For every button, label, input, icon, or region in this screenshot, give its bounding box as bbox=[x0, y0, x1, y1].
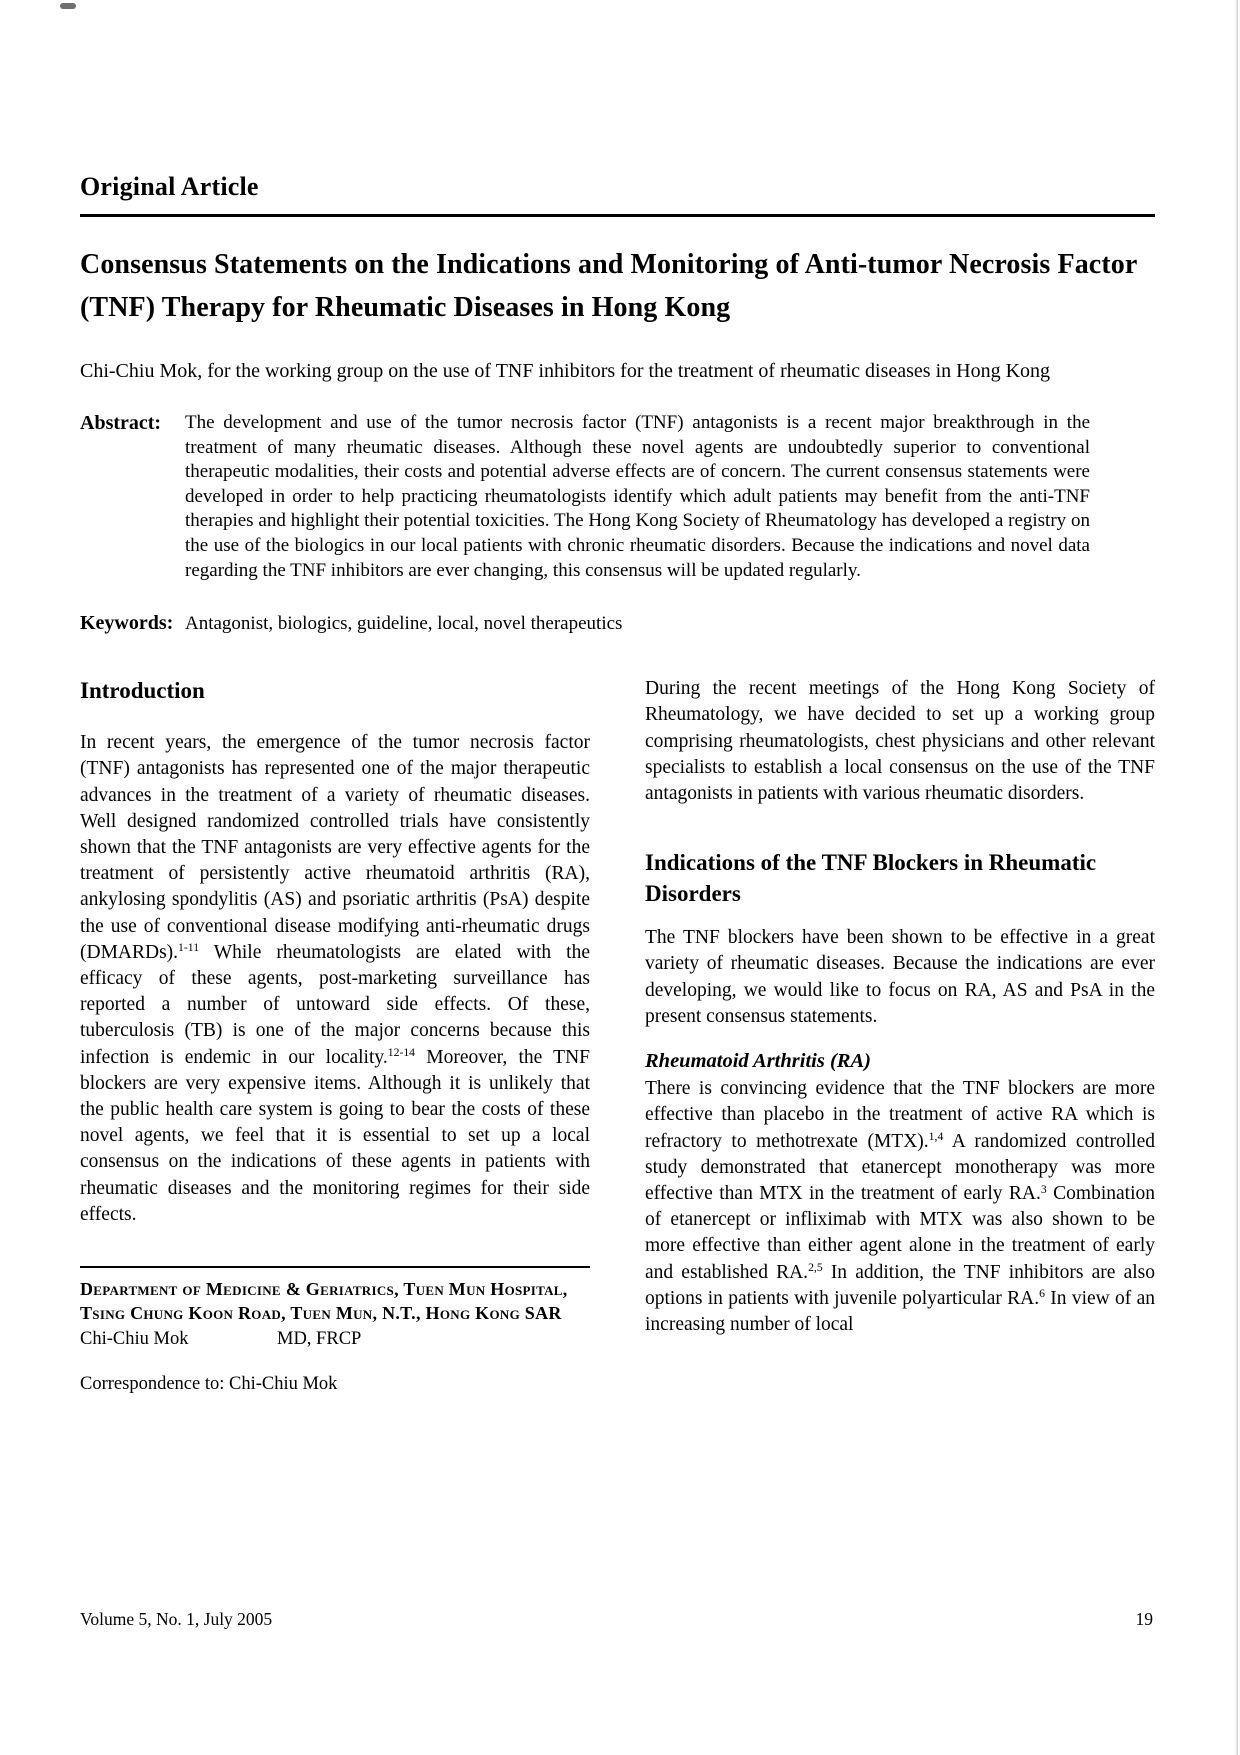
header-rule bbox=[80, 214, 1155, 217]
affiliation-author-name: Chi-Chiu Mok bbox=[80, 1329, 189, 1350]
affiliation-address: Department of Medicine & Geriatrics, Tuen Mun Hospital, Tsing Chung Koon Road, Tuen Mun, N.T., Hong Kong SAR bbox=[80, 1279, 568, 1323]
reference-superscript: 12-14 bbox=[387, 1046, 416, 1060]
paragraph-text: In recent years, the emergence of the tumor necrosis factor (TNF) antagonists has represented one of the major therapeutic advances in the treatment of a variety of rheumatic diseases. Well designed randomized controlled trials have consistently shown that the TNF antagonists are very effective agents for the treatment of persistently active rheumatoid arthritis (RA), ankylosing spondylitis (AS) and psoriatic arthritis (PsA) despite the use of conventional disease modifying anti-rheumatic drugs (DMARDs). bbox=[80, 732, 590, 963]
ra-paragraph bbox=[645, 1076, 1155, 1338]
paragraph-text: A randomized controlled study demonstrated that etanercept monotherapy was more effective than MTX in the treatment of early RA. bbox=[645, 1130, 1155, 1204]
abstract-text: The development and use of the tumor necrosis factor (TNF) antagonists is a recent major breakthrough in the treatment of many rheumatic diseases. Although these novel agents are undoubtedly superior to conventional therapeutic modalities, their costs and potential adverse effects are of concern. The current consensus statements were developed in order to help practicing rheumatologists identify which adult patients may benefit from the anti-TNF therapies and highlight their potential toxicities. The Hong Kong Society of Rheumatology has developed a registry on the use of the biologics in our local patients with chronic rheumatic disorders. Because the indications and novel data regarding the TNF inhibitors are ever changing, this consensus will be updated regularly. bbox=[185, 412, 1090, 581]
working-group-paragraph: During the recent meetings of the Hong Kong Society of Rheumatology, we have decided to set up a working group comprising rheumatologists, chest physicians and other relevant specialists to establish a local consensus on the use of the TNF antagonists in patients with various rheumatic disorders. bbox=[645, 678, 1155, 804]
reference-superscript: 1-11 bbox=[178, 941, 200, 955]
volume-info: Volume 5, No. 1, July 2005 bbox=[80, 1609, 273, 1629]
section-label: Original Article bbox=[80, 172, 259, 201]
reference-superscript: 2,5 bbox=[808, 1261, 823, 1275]
scan-edge-artifact bbox=[1235, 0, 1238, 1755]
paragraph-text: There is convincing evidence that the TNF blockers are more effective than placebo in the treatment of active RA which is refractory to methotrexate (MTX). bbox=[645, 1078, 1155, 1152]
two-column-body bbox=[80, 676, 1155, 1397]
paragraph-text: In view of an increasing number of local bbox=[645, 1287, 1155, 1336]
ra-subheading: Rheumatoid Arthritis (RA) bbox=[645, 1049, 871, 1072]
author-line: Chi-Chiu Mok, for the working group on the use of TNF inhibitors for the treatment of rheumatic diseases in Hong Kong bbox=[80, 360, 1051, 382]
introduction-heading: Introduction bbox=[80, 678, 205, 704]
indications-heading: Indications of the TNF Blockers in Rheumatic Disorders bbox=[645, 850, 1097, 907]
page-footer bbox=[80, 1608, 1153, 1630]
introduction-paragraph bbox=[80, 730, 590, 1228]
paragraph-text: Moreover, the TNF blockers are very expensive items. Although it is unlikely that the public health care system is going to bear the costs of these novel agents, we feel that it is essential to set up a local consensus on the indications of these agents in patients with rheumatic diseases and the monitoring regimes for their side effects. bbox=[80, 1046, 590, 1225]
abstract-section bbox=[80, 411, 1155, 583]
right-column bbox=[645, 676, 1155, 1397]
affiliation-author-row bbox=[80, 1327, 590, 1352]
paragraph-text: While rheumatologists are elated with the efficacy of these agents, post-marketing surveillance has reported a number of untoward side effects. Of these, tuberculosis (TB) is one of the major concerns because this infection is endemic in our locality. bbox=[80, 941, 590, 1068]
abstract-label: Abstract: bbox=[80, 412, 162, 434]
keywords-label: Keywords: bbox=[80, 612, 174, 635]
affiliation-footnote bbox=[80, 1266, 590, 1397]
reference-superscript: 1,4 bbox=[928, 1130, 944, 1144]
keywords-section bbox=[80, 611, 1155, 636]
reference-superscript: 6 bbox=[1039, 1287, 1045, 1301]
scan-speck-artifact bbox=[60, 3, 76, 9]
keywords-text: Antagonist, biologics, guideline, local, novel therapeutics bbox=[185, 613, 623, 635]
paragraph-text: Combination of etanercept or infliximab with MTX was also shown to be more effective than either agent alone in the treatment of early and established RA. bbox=[645, 1183, 1156, 1283]
page-number: 19 bbox=[1135, 1609, 1153, 1629]
indications-paragraph: The TNF blockers have been shown to be effective in a great variety of rheumatic diseases. Because the indications are ever developing, we would like to focus on RA, AS and PsA in the present consensus statements. bbox=[645, 927, 1155, 1027]
left-column bbox=[80, 676, 590, 1397]
article-title: Consensus Statements on the Indications and Monitoring of Anti-tumor Necrosis Factor (TNF) Therapy for Rheumatic Diseases in Hong Kong bbox=[80, 249, 1137, 323]
affiliation-author-degrees: MD, FRCP bbox=[277, 1329, 362, 1350]
paragraph-text: In addition, the TNF inhibitors are also options in patients with juvenile polyarticular RA. bbox=[645, 1261, 1155, 1309]
correspondence-line: Correspondence to: Chi-Chiu Mok bbox=[80, 1374, 338, 1395]
reference-superscript: 3 bbox=[1040, 1182, 1047, 1196]
